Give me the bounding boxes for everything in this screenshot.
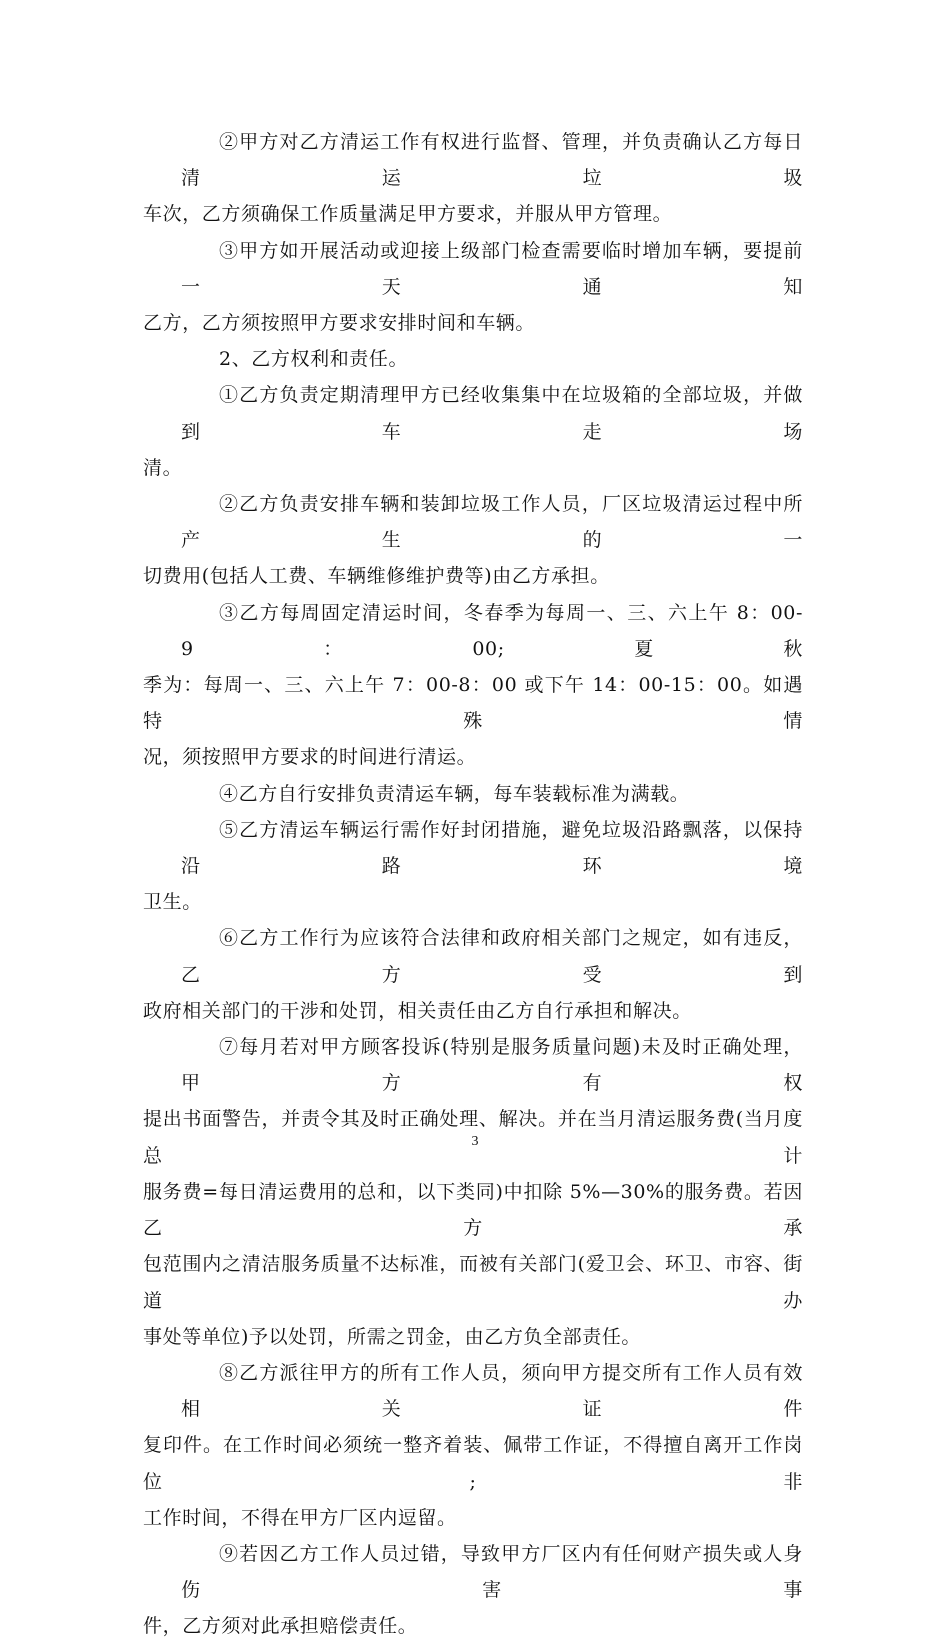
paragraph-line: 乙方，乙方须按照甲方要求安排时间和车辆。	[143, 312, 536, 335]
paragraph	[143, 812, 803, 921]
paragraph-line: ②乙方负责安排车辆和装卸垃圾工作人员，厂区垃圾清运过程中所产生的一	[181, 493, 803, 552]
paragraph-line: ⑨若因乙方工作人员过错，导致甲方厂区内有任何财产损失或人身伤害事	[181, 1542, 803, 1602]
paragraph-line: ⑦每月若对甲方顾客投诉(特别是服务质量问题)未及时正确处理，甲方有权	[181, 1036, 803, 1095]
paragraph-line: ⑤乙方清运车辆运行需作好封闭措施，避免垃圾沿路飘落，以保持沿路环境	[181, 818, 803, 878]
paragraph-line: 包范围内之清洁服务质量不达标准，而被有关部门(爱卫会、环卫、市容、街道办	[143, 1253, 803, 1312]
paragraph	[143, 486, 803, 595]
paragraph-line: 季为：每周一、三、六上午 7：00-8：00 或下午 14：00-15：00。如遇特殊情	[143, 674, 803, 733]
paragraph-line: 复印件。在工作时间必须统一整齐着装、佩带工作证，不得擅自离开工作岗位;非	[143, 1434, 803, 1493]
paragraph-line: 况，须按照甲方要求的时间进行清运。	[143, 746, 477, 769]
paragraph-line: ③乙方每周固定清运时间，冬春季为每周一、三、六上午 8：00-9：00;夏秋	[181, 601, 803, 660]
paragraph-line: 工作时间，不得在甲方厂区内逗留。	[143, 1506, 457, 1529]
page-number: 3	[471, 1134, 479, 1149]
paragraph-line: ⑧乙方派往甲方的所有工作人员，须向甲方提交所有工作人员有效相关证件	[181, 1361, 803, 1421]
paragraph-line: 切费用(包括人工费、车辆维修维护费等)由乙方承担。	[143, 565, 610, 588]
paragraph-line: 车次，乙方须确保工作质量满足甲方要求，并服从甲方管理。	[143, 203, 673, 226]
paragraph-line: 件，乙方须对此承担赔偿责任。	[143, 1615, 418, 1638]
paragraph-line: 事处等单位)予以处罚，所需之罚金，由乙方负全部责任。	[143, 1325, 642, 1348]
paragraph-line: ③甲方如开展活动或迎接上级部门检查需要临时增加车辆，要提前一天通知	[181, 239, 803, 298]
paragraph-line: 2、乙方权利和责任。	[219, 348, 409, 371]
paragraph	[143, 1536, 803, 1645]
paragraph-line: 清。	[143, 456, 183, 479]
paragraph	[143, 233, 803, 342]
paragraph	[143, 341, 803, 377]
paragraph-line: 卫生。	[143, 891, 202, 914]
paragraph	[143, 1029, 803, 1355]
paragraph	[143, 1355, 803, 1536]
paragraph	[143, 595, 803, 776]
paragraph-line: ②甲方对乙方清运工作有权进行监督、管理，并负责确认乙方每日清运垃圾	[181, 131, 803, 190]
paragraph	[143, 377, 803, 486]
paragraph-line: ④乙方自行安排负责清运车辆，每车装载标准为满载。	[219, 782, 690, 805]
paragraph-line: 提出书面警告，并责令其及时正确处理、解决。并在当月清运服务费(当月度总计	[143, 1108, 803, 1167]
paragraph	[143, 920, 803, 1029]
paragraph-line: ①乙方负责定期清理甲方已经收集集中在垃圾箱的全部垃圾，并做到车走场	[181, 384, 803, 443]
paragraph	[143, 776, 803, 812]
paragraph-line: 服务费=每日清运费用的总和，以下类同)中扣除 5%—30%的服务费。若因乙方承	[143, 1180, 803, 1240]
paragraph-line: ⑥乙方工作行为应该符合法律和政府相关部门之规定，如有违反，乙方受到	[181, 927, 803, 986]
document-body	[143, 124, 803, 1645]
paragraph-line: 政府相关部门的干涉和处罚，相关责任由乙方自行承担和解决。	[143, 999, 692, 1022]
paragraph	[143, 124, 803, 233]
